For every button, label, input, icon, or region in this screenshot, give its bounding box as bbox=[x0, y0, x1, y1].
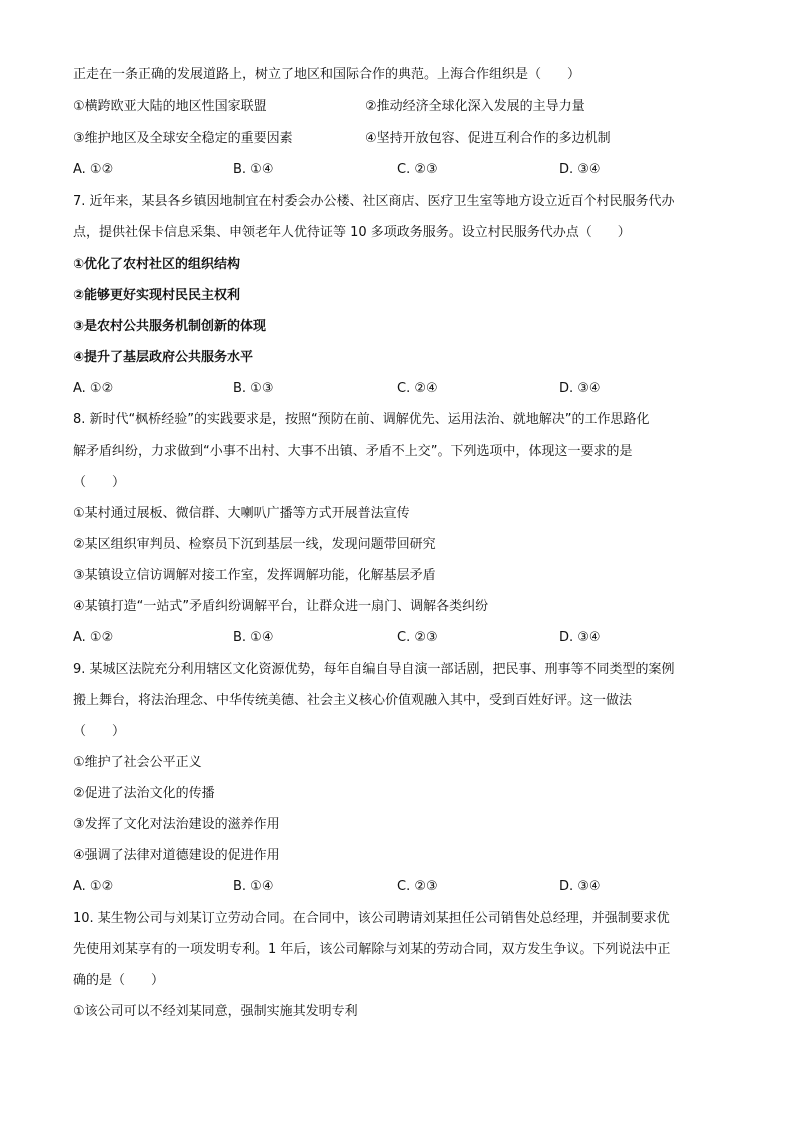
q8-stem-line-1: 8. 新时代“枫桥经验”的实践要求是，按照“预防在前、调解优先、运用法治、就地解决”的工作思路化 bbox=[73, 412, 650, 427]
q8-option-c: C. ②③ bbox=[397, 630, 438, 645]
q8-statement-2: ②某区组织审判员、检察员下沉到基层一线，发现问题带回研究 bbox=[73, 537, 436, 552]
q9-option-c: C. ②③ bbox=[397, 879, 438, 894]
q7-option-c: C. ②④ bbox=[397, 381, 438, 396]
q9-option-b: B. ①④ bbox=[233, 879, 274, 894]
q6-statement-2: ②推动经济全球化深入发展的主导力量 bbox=[365, 99, 585, 114]
q9-stem-line-3: （ ） bbox=[73, 724, 126, 739]
q6-option-a: A. ①② bbox=[73, 162, 114, 177]
q6-stem: 正走在一条正确的发展道路上，树立了地区和国际合作的典范。上海合作组织是（ ） bbox=[73, 67, 581, 82]
q8-statement-1: ①某村通过展板、微信群、大喇叭广播等方式开展普法宣传 bbox=[73, 506, 410, 521]
q7-option-a: A. ①② bbox=[73, 381, 114, 396]
q9-stem-line-2: 搬上舞台，将法治理念、中华传统美德、社会主义核心价值观融入其中，受到百姓好评。这一做法 bbox=[73, 693, 633, 708]
q8-statement-3: ③某镇设立信访调解对接工作室，发挥调解功能，化解基层矛盾 bbox=[73, 568, 436, 583]
q9-statement-3: ③发挥了文化对法治建设的滋养作用 bbox=[73, 817, 280, 832]
q9-statement-4: ④强调了法律对道德建设的促进作用 bbox=[73, 848, 280, 863]
q7-statement-4: ④提升了基层政府公共服务水平 bbox=[73, 350, 254, 365]
q9-option-a: A. ①② bbox=[73, 879, 114, 894]
q6-statement-4: ④坚持开放包容、促进互利合作的多边机制 bbox=[365, 131, 611, 146]
q7-stem-line-2: 点，提供社保卡信息采集、申领老年人优待证等 10 多项政务服务。设立村民服务代办点（ ） bbox=[73, 225, 631, 240]
q8-statement-4: ④某镇打造“一站式”矛盾纠纷调解平台，让群众进一扇门、调解各类纠纷 bbox=[73, 599, 489, 614]
q7-statement-1: ①优化了农村社区的组织结构 bbox=[73, 257, 241, 272]
q8-stem-line-2: 解矛盾纠纷，力求做到“小事不出村、大事不出镇、矛盾不上交”。下列选项中，体现这一要求的是 bbox=[73, 444, 633, 459]
q7-option-d: D. ③④ bbox=[559, 381, 601, 396]
q9-statement-1: ①维护了社会公平正义 bbox=[73, 755, 202, 770]
q6-option-b: B. ①④ bbox=[233, 162, 274, 177]
q7-stem-line-1: 7. 近年来，某县各乡镇因地制宜在村委会办公楼、社区商店、医疗卫生室等地方设立近百个村民服务代办 bbox=[73, 194, 675, 209]
q9-statement-2: ②促进了法治文化的传播 bbox=[73, 786, 215, 801]
q6-statement-1: ①横跨欧亚大陆的地区性国家联盟 bbox=[73, 99, 267, 114]
q6-statement-3: ③维护地区及全球安全稳定的重要因素 bbox=[73, 131, 293, 146]
q8-option-b: B. ①④ bbox=[233, 630, 274, 645]
q9-option-d: D. ③④ bbox=[559, 879, 601, 894]
q7-statement-3: ③是农村公共服务机制创新的体现 bbox=[73, 319, 267, 334]
q6-option-c: C. ②③ bbox=[397, 162, 438, 177]
q7-option-b: B. ①③ bbox=[233, 381, 274, 396]
q10-stem-line-2: 先使用刘某享有的一项发明专利。1 年后，该公司解除与刘某的劳动合同，双方发生争议。下列说法中正 bbox=[73, 942, 671, 957]
q7-statement-2: ②能够更好实现村民民主权利 bbox=[73, 288, 241, 303]
q10-stem-line-1: 10. 某生物公司与刘某订立劳动合同。在合同中，该公司聘请刘某担任公司销售处总经理，并强制要求优 bbox=[73, 911, 670, 926]
q10-stem-line-3: 确的是（ ） bbox=[73, 973, 165, 988]
q10-statement-1: ①该公司可以不经刘某同意，强制实施其发明专利 bbox=[73, 1004, 358, 1019]
q9-stem-line-1: 9. 某城区法院充分利用辖区文化资源优势，每年自编自导自演一部话剧，把民事、刑事等不同类型的案例 bbox=[73, 662, 675, 677]
q6-option-d: D. ③④ bbox=[559, 162, 601, 177]
q8-option-a: A. ①② bbox=[73, 630, 114, 645]
q8-option-d: D. ③④ bbox=[559, 630, 601, 645]
q8-stem-line-3: （ ） bbox=[73, 475, 126, 490]
